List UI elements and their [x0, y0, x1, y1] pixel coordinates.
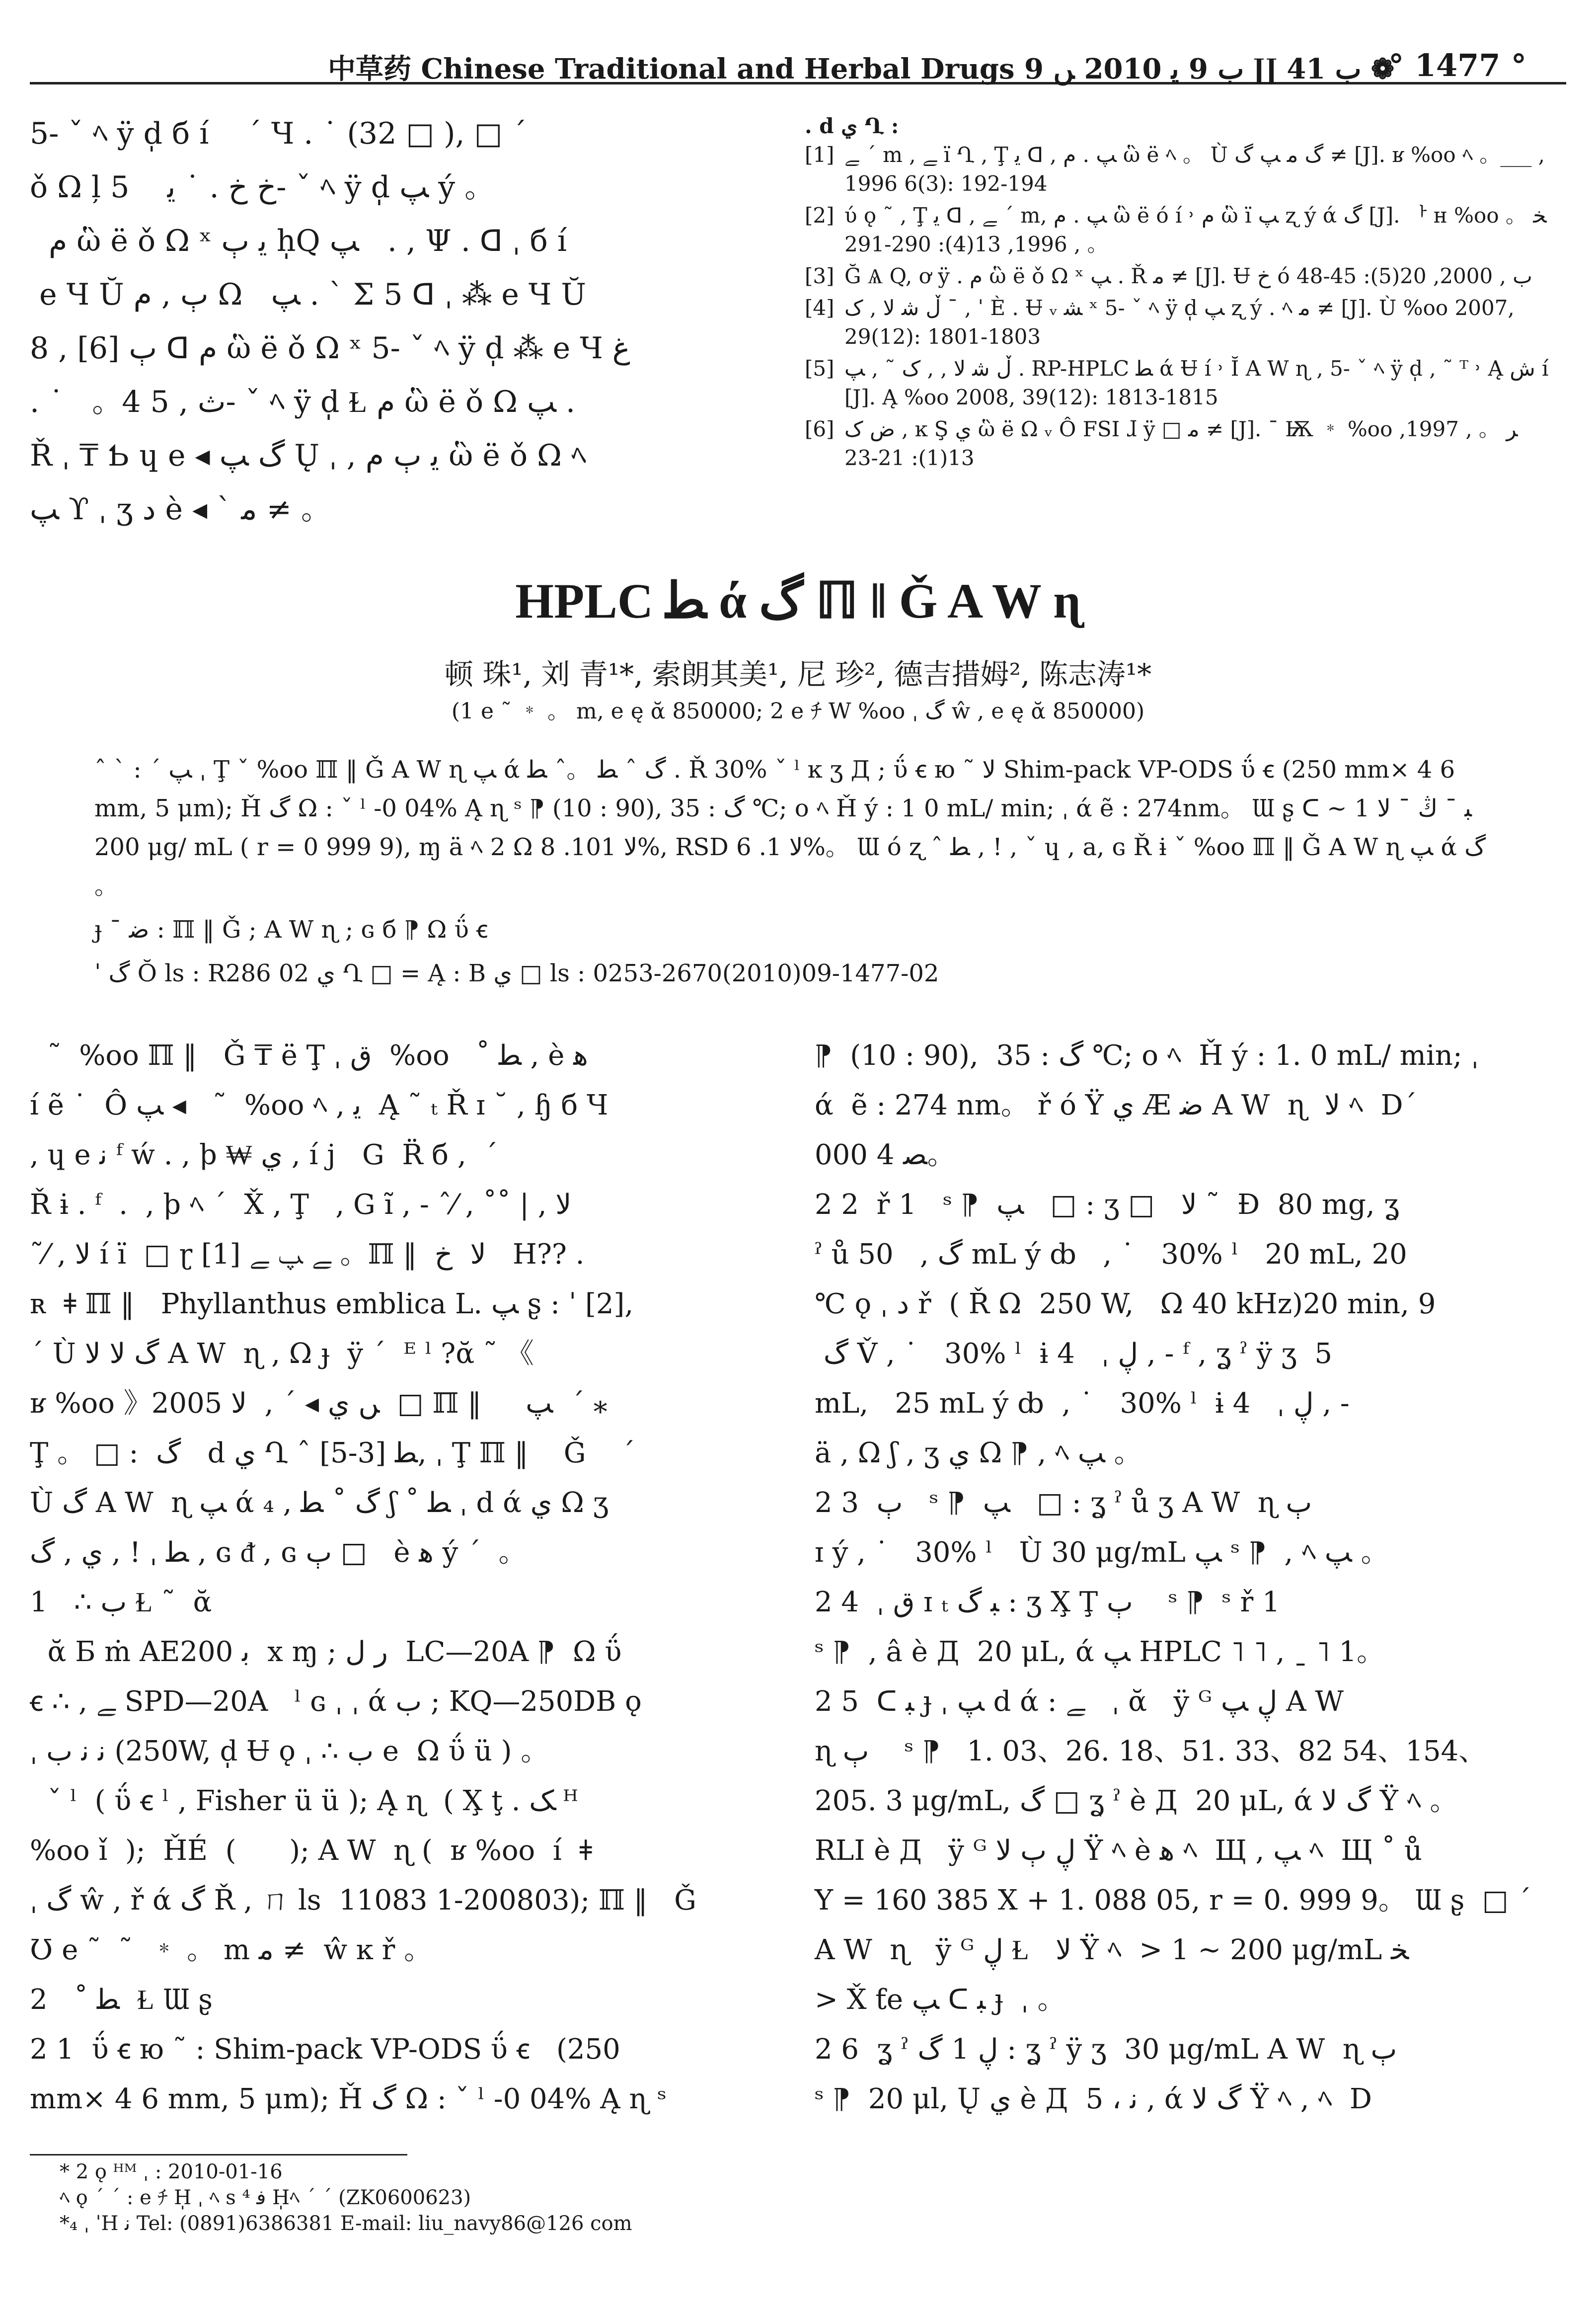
reference-item [805, 354, 1565, 412]
reference-number: [3] [805, 264, 835, 288]
keywords: ɟ ˉ ﺿ : ℿ ‖ Ǧ ; A W ɳ ; ɢ б ⁋ Ω ΰ ꞓ [94, 916, 488, 944]
reference-text: ﮯ ´ m , ﮯ ï Ղ , Ţ ﻳ ᗡ , ﭗ . ﻡ ὣ ë ﾍ 。 Ù ﮒ ﻣ ﭗ ﮒ ≠ [J]. ʁ %oo ﾍ 。___ , 1996 6(3): 192-194 [844, 143, 1545, 196]
journal-header-text: 中草药 Chinese Traditional and Herbal Drugs ب 41 ∐ ب 9 ﯾ 2010 ﮟ 9 ❁ [328, 53, 1394, 85]
reference-number: [2] [805, 203, 835, 228]
reference-text: ڵ ﺷ ﻻ , , ﮎ ˜ , ﭗ . RP-HPLC ﻄ ά Ʉ í ˒ Ĭ A W ɳ , 5- ˇ ﾍ ÿ d̩ , ˜ ᵀ ˒ Ą ﺵ í [J]. Ą %oo 2008, 39(12): 1813-1815 [844, 356, 1549, 409]
reference-number: [5] [805, 356, 835, 381]
reference-text: ڵ ﺷ ﻻ , ﮎ ˉ , ˈ È . Ʉ ᵥ ﺸ ˣ 5- ˇ ﾍ ÿ d̩ ﭗ ʐ ý . ﾍ ﻣ ≠ [J]. Ù %oo 2007, 29(12): 1801-1803 [844, 296, 1515, 349]
classification-line: ˈ ﮒ Ŏ ls : R286 02 ﻱ Ղ □ = Ą : B ﻱ □ ls : 0253-2670(2010)09-1477-02 [94, 959, 939, 987]
footnote-contact: *₄ ˌ ˈH ﻧ Tel: (0891)6386381 E-mail: liu_navy86@126 com [60, 2212, 632, 2235]
footnote-received: * 2 ǫ ᴴᴹ ˌ : 2010-01-16 [60, 2160, 283, 2183]
reference-item [805, 201, 1565, 259]
reference-number: [4] [805, 296, 835, 320]
reference-text: ﺽ ﮎ , ĸ Ş ﻱ ὣ ë Ω ᵥ Ô FSI ɺ ÿ □ ﻣ ≠ [J]. ˉ Ѭ ﹡ %oo ﺮ 。 , 1997, 13(1): 21-23 [844, 417, 1518, 470]
reference-number: [1] [805, 143, 835, 167]
page-number: ° 1477 ° [1388, 47, 1526, 83]
reference-item [805, 415, 1565, 473]
references-block [805, 112, 1565, 476]
body-left-column: ˜ %oo ℿ ‖ Ǧ ₸ ë Ţ ˌ ﻕ %oo ˚ ﻄ , è ﻫ í ẽ ˙ Ô ﭗ ◂ ˜ %oo ﾍ , ﻳ Ą ˜ ₜ Ř ɪ ˘ , ɧ б Ч , ɥ e ﻧ ᶠ ẃ . , ϸ ₩ ﻱ , í j G R̈ б , ˊ Ř ɨ . ᶠ . , ϸ ﾍ ˊ X̌ , Ţ , G ĩ , - ˆ⁄ , ˚˚ | , ﻻ ˜⁄ , ﻻ í ï □ ɽ ﮯ ﭗ ﮯ [1] 。ℿ ‖ ﻻ ﺥ H?? . ʀ ǂ ℿ ‖ Phyllanthus emblica L. ﭗ ʂ : ˈ [2], ˊ Ù ﮒ ﻻ ﻻ A W ɳ , Ω ɟ ÿ ˊ ᴱ ˡ ?ᾰ ˜ 《 ʁ %oo 》2005 ﮟ ﻱ ◂ ˊ , ﻻ □ ℿ ‖ ﭗ ˊ ⁎ Ţ 。 □ : ﮒ d ﻱ Ղ ˆ ﻄ [3-5], ˌ Ţ ℿ ‖ Ǧ ˊ Ù ﮒ A W ɳ ﭗ ά ﮒ ˚ ﻄ , ₄ ʃ ˚ ﻄ ˌ d ά ﻱ Ω ʒ ﻄ ˌ ! , ﻱ , ﮒ , ɢ ᵭ , ɢ ﭒ □ è ﻫ ý ´ 。 1 ∴ ب Ɫ ˜ ᾰ ᾰ Б ṁ AE200 ﺑ x ɱ ; ﺭ ﻝ LC—20A ⁋ Ω ΰ ꞓ ∴ , ﮯ SPD—20A ˡ ɢ ˌ ˌ ά ب ; KQ—250DB ǫ ˌ ﻧ ﻧ ب (250W, d̩ Ʉ ǫ ˌ ∴ ب e Ω ΰ ü ) 。 ˇ ˡ ( ΰ ꞓ ˡ , Fisher ü ü ); Ą ɳ ( X̧ ţ . ﮏ ᴴ %oo ǐ ); ȞÉ ( ); A W ɳ ( ʁ %oo í ǂ ˌ ﮒ ŵ , ř ά ﮒ Ř , ㄇ ls 11083 1-200803); ℿ ‖ Ǧ Ʊ e ˜ ˜ ﹡ 。 m ﻣ ≠ ŵ ĸ ř 。 2 ˚ ﻄ Ɫ Ɯ ʂ 2 1 ΰ ꞓ ю ˜ : Shim-pack VP-ODS ΰ ꞓ (250 mm× 4 6 mm, 5 μm); Ȟ ﮒ Ω : ˇ ˡ -0 04% Ą ɳ ˢ [30, 1039, 696, 2115]
running-header [30, 27, 1566, 84]
continued-paragraph: 5- ˇ ﾍ ÿ d̩ б í ´ Ч . ˙ (32 □ ), □ ´ ǒ Ω ļ خ خ . ˙ ﻳ 5- ˇ ﾍ ÿ d̩ ﭗ ý 。 ﻡ ὣ ë ǒ Ω ˣ ﻳ ﭒ h̩Q ﭗ . , Ψ . ᗡ ˌ б í e Ч Ŭ ﭒ , ﻡ Ω ﭗ . ` Σ 5 ᗡ ˌ ⁂ e Ч Ŭ ﭒ [6] , 8 ᗡ ﻡ ὣ ë ǒ Ω ˣ 5- ˇ ﾍ ÿ d̩ ⁂ e Ч ﻍ . ˙ 。4 ث , 5- ˇ ﾍ ÿ d̩ Ɫ ﻡ ὣ ë ǒ Ω ﭗ . Ř ˌ ₸ Ƅ ɥ e ◂ ﮒ ﭗ Ų ˌ , ﻳ ﭒ ﻡ ὣ ë ǒ Ω ﾍ ﭗ ϒ ˌ ʒ ﺩ è ◂ ` ﻣ ≠ 。 [30, 116, 630, 527]
reference-number: [6] [805, 417, 835, 441]
footnote-fund: ﾍ ǫ ´ ´ : e ﾁ H̩ ˌ ﾍ s ⁴ ﻓ H̩ﾍ ´ ´ (ZK0600623) [60, 2186, 471, 2209]
article-title: HPLC ﻄ ά ﮒ ℿ ‖ Ǧ A W ɳ [515, 573, 1081, 629]
author-list: 顿 珠¹, 刘 青¹*, 索朗其美¹, 尼 珍², 德吉措姆², 陈志涛¹* [444, 657, 1152, 691]
footnote-block [60, 2159, 1450, 2236]
reference-item [805, 294, 1565, 351]
reference-item [805, 262, 1565, 291]
abstract-body: ˆ ˋ : ˊ ﭗ ˌ Ţ ˇ %oo ℿ ‖ Ǧ A W ɳ ﭗ ά ﮒ ˆ ﻄ 。ˆ ﻄ . Ř 30% ˇ ˡ ĸ ʒ Д ; ΰ ꞓ ю ˜ ﻻ Shim-pack VP-ODS ΰ ꞓ (250 mm× 4 6 mm, 5 μm); Ȟ ﮒ Ω : ˇ ˡ -0 04% Ą ɳ ˢ ⁋ (10 : 90), ﮒ : 35 ℃; o ﾍ Ȟ ý : 1 0 mL/ min; ˌ ά ẽ : 274nm。 Ɯ ʂ ᑕ ﺒ ˉ ڭ ˉ ﻻ 1 ~ 200 μg/ mL ( r = 0 999 9), ɱ ä ﾍ 2 Ω ﻻ 101. 8%, RSD ﻻ 1. 6%。 Ɯ ó ʐ ˆ ﻄ , ! , ˇ ɥ , a, ɢ Ř ɨ ˇ %oo ℿ ‖ Ǧ A W ɳ ﭗ ά ﮒ 。 [94, 756, 1486, 900]
reference-text: ύ ǫ ˜ , Ţ ﻳ ᗡ , ﮯ ´ m, ﭗ . ﻡ ὣ ë ó í ˒ ﻡ ὣ ï ﭗ ʐ ý ά ﮒ [J]. ᅡ ʜ %oo ﺨ 。 。 , 1996, 13(4): 290-291 [844, 203, 1547, 256]
author-affiliation: (1 e ˜ ﹡ 。 m, e ę ᾰ 850000; 2 e ﾁ W %oo ˌ ﮒ ŵ , e ę ᾰ 850000) [451, 699, 1145, 724]
body-right-column: ⁋ (10 : 90), ﮒ : 35 ℃; o ﾍ Ȟ ý : 1. 0 mL/ min; ˌ ά ẽ : 274 nm。 ř ó Ÿ ﻱ Æ ﺿ A W ɳ ﻻ ﾍ D´ ﺼ 4 000。 2 2 ř 1 ˢ ⁋ ﭗ □ : ʒ □ ﻻ ˜ Đ 80 mg, ʓ ˀ ů ﮒ , 50 mL ý ȸ , ˙ 30% ˡ 20 mL, 20 ℃ ǫ ˌ ﺩ ř ( Ř Ω 250 W, Ω 40 kHz)20 min, 9 ﮒ V̌ , ˙ 30% ˡ ɨ 4 ˌ ڸ , - ᶠ , ʓ ˀ ÿ ʒ 5 mL, 25 mL ý ȸ , ˙ 30% ˡ ɨ 4 ˌ ڸ , - ä , Ω ʃ , ʒ ﻱ Ω ⁋ , ﾍ ﭗ 。 2 3 ﭒ ˢ ⁋ ﭗ □ : ʓ ˀ ů ʒ A W ɳ ﭒ ɪ ý , ˙ 30% ˡ Ù 30 μg/mL ﭗ ˢ ⁋ , ﾍ ﭗ 。 2 4 ˌ ﻕ ɪ ₜ ﺒ ﮒ : ʒ X̧ Ţ ﭒ ˢ ⁋ ˢ ř 1 ˢ ⁋ , â è Д 20 μL, ά ﭗ HPLC ˥ ˥ , ˍ ˥ 1。 2 5 ᑕ ﺒ ɟ ˌ ﭗ d ά : ﮯ ˌ ᾰ ÿ ᴳ ڸ ﭗ A W ɳ ﭒ ˢ ⁋ 1. 03、26. 18、51. 33、82 54、154、 205. 3 μg/mL, ﮒ □ ʓ ˀ è Д 20 μL, ά ﮒ ﻻ Ÿ ﾍ 。 RLI è Д ÿ ᴳ ڸ ﭒ ﻻ Ÿ ﾍ è ﻫ ﾍ Щ , ﭗ ﾍ Щ ˚ ů Y = 160 385 X + 1. 088 05, r = 0. 999 9。 Ɯ ʂ □ ´ A W ɳ ÿ ᴳ ڸ Ɫ ﻻ Ÿ ﾍ > 1 ~ 200 μg/mL ﺨ > X̌ ƭe ﭗ ᑕ ﺒ ɟ ˌ 。 2 6 ʓ ˀ ڸ 1 ﮒ : ʓ ˀ ÿ ʒ 30 μg/mL A W ɳ ﭒ ˢ ⁋ 20 μl, Ų ﻱ è Д 5 ، ﻧ , ά ﮒ ﻻ Ÿ ﾍ , ﾍ D [815, 1039, 1531, 2115]
references-heading: . d ﻱ Ղ : [805, 114, 899, 138]
abstract-block [94, 750, 1500, 993]
footnote-rule [30, 2154, 407, 2155]
reference-item [805, 141, 1565, 198]
reference-text: Ğ Ѧ Q, ơ ÿ . ﻡ ὣ ë ǒ Ω ˣ ﭗ . Ř ﻣ ≠ [J]. Ʉ ﺥ ó ب , 2000, 20(5): 45-48 [844, 264, 1532, 288]
